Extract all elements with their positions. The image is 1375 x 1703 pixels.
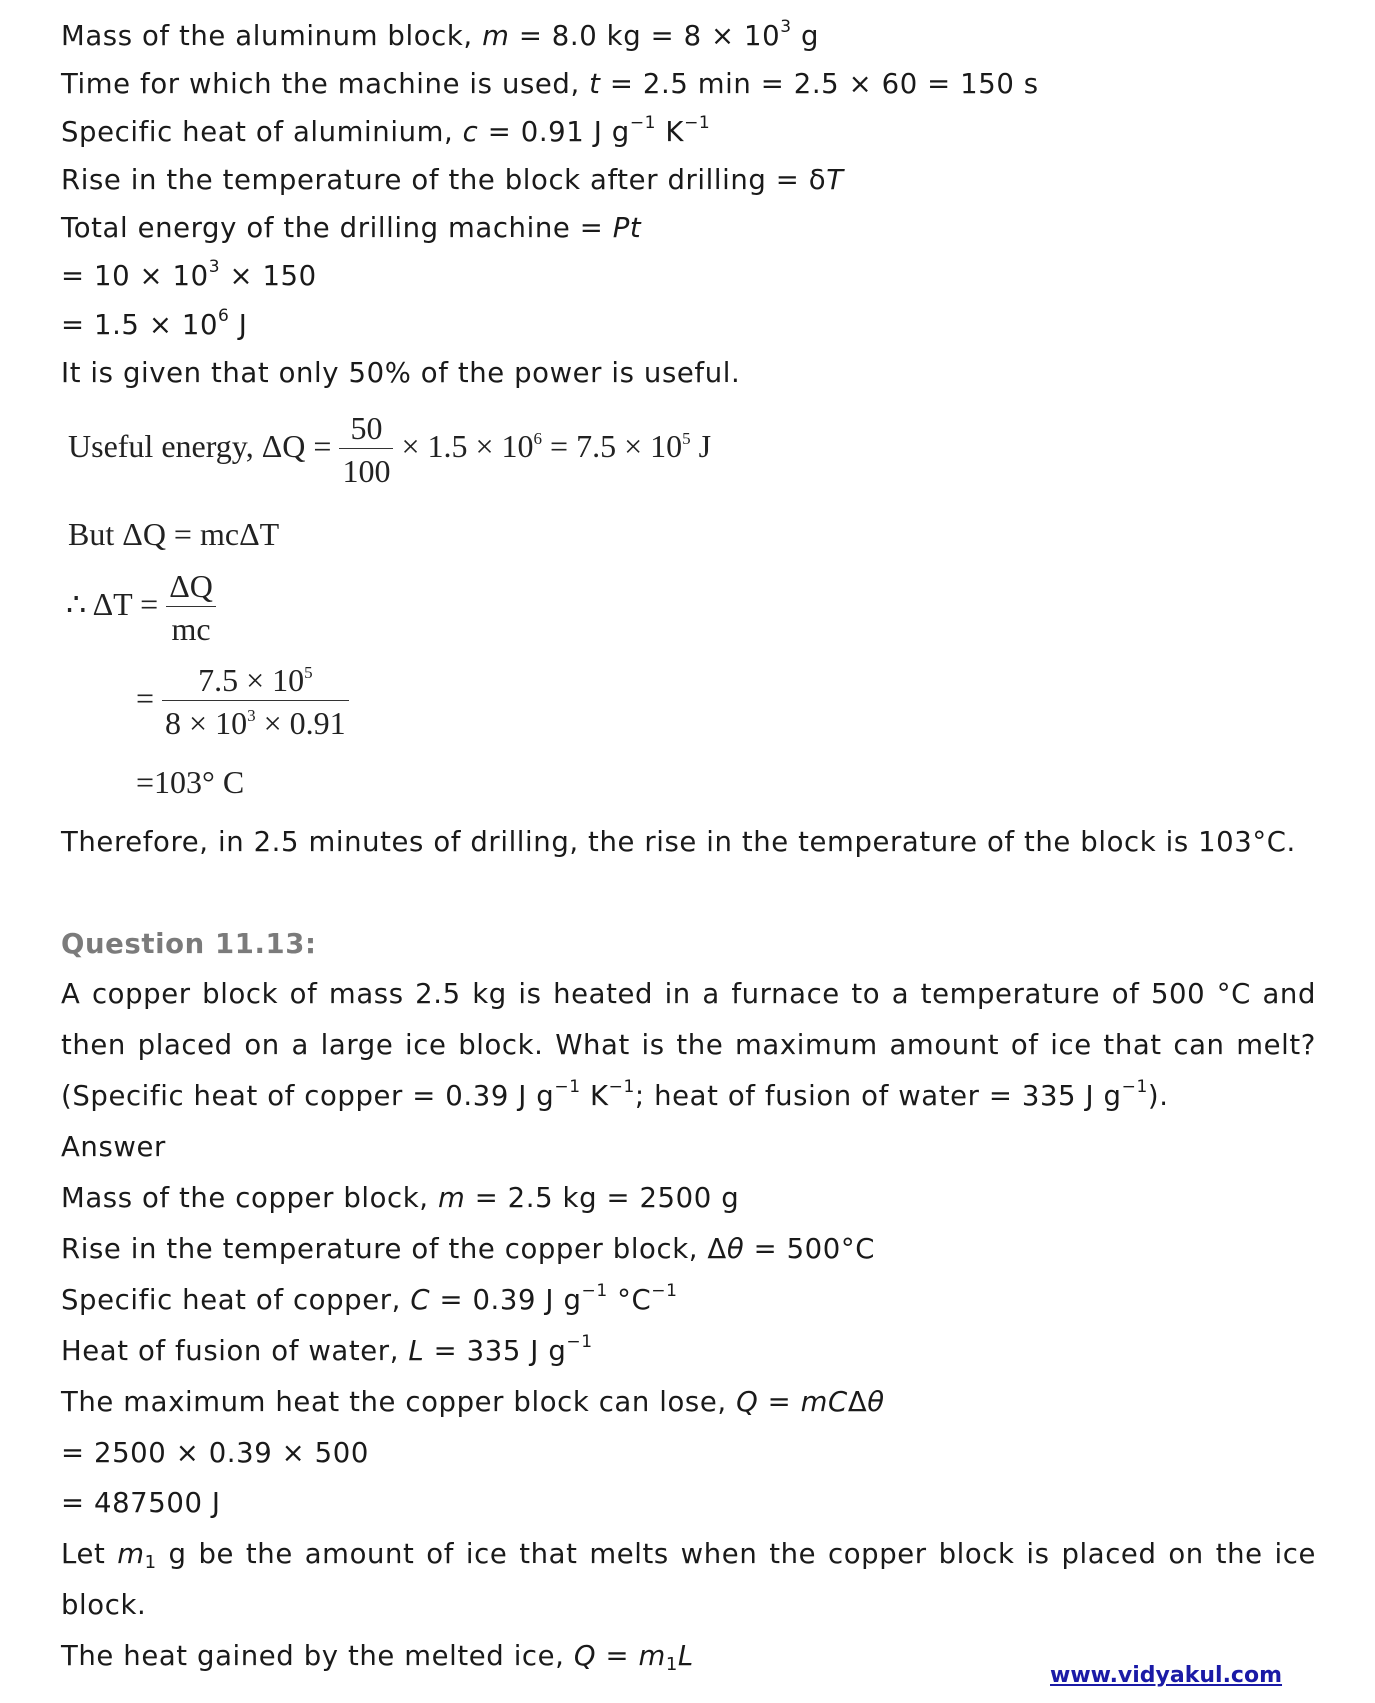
question-heading: Question 11.13:: [61, 928, 317, 960]
delta-t-fraction: $\frac{\Delta Q}{mc}$: [166, 570, 216, 645]
given-specific-heat-line: Specific heat of aluminium, c = 0.91 J $g^{-1}$ $K^{-1}$: [61, 113, 711, 148]
useful-energy-equation: Useful energy, ΔQ = $\frac{50}{100}$ × $1.5 \times 10^6 = 7.5 \times 10^5$ J: [68, 410, 712, 489]
answer-label: Answer: [61, 1131, 166, 1163]
rise-temperature-line: Rise in the temperature of the block after drilling = δT: [61, 164, 844, 196]
energy-calc-line-2: = $1.5 \times 10^6$ J: [61, 306, 248, 341]
question-line-1: A copper block of mass 2.5 kg is heated in a furnace to a temperature of 500 °C and: [61, 978, 1316, 1010]
useful-power-line: It is given that only 50% of the power is useful.: [61, 357, 741, 389]
question-line-2: then placed on a large ice block. What is the maximum amount of ice that can melt?: [61, 1029, 1316, 1061]
delta-t-equation: ∴ ΔT = $\frac{\Delta Q}{mc}$: [66, 570, 216, 645]
copper-mass-line: Mass of the copper block, m = 2.5 kg = 2500 g: [61, 1182, 740, 1214]
delta-t-calculation: = $\frac{7.5 \times 10^5}{8 \times 10^3 \times 0.91}$: [136, 664, 349, 739]
ice-melt-line: Let $m_1$ g be the amount of ice that melts when the copper block is placed on the ice: [61, 1538, 1316, 1573]
heat-calc-line-2: = 487500 J: [61, 1487, 221, 1519]
ice-melt-line-cont: block.: [61, 1589, 147, 1621]
heat-calc-line-1: = 2500 × 0.39 × 500: [61, 1437, 369, 1469]
given-time-line: Time for which the machine is used, t = 2.5 min = 2.5 × 60 = 150 s: [61, 68, 1039, 100]
conclusion-line: Therefore, in 2.5 minutes of drilling, the rise in the temperature of the block is 103°C.: [61, 826, 1296, 858]
heat-gained-line: The heat gained by the melted ice, $Q = m_1L$: [61, 1640, 694, 1675]
copper-rise-line: Rise in the temperature of the copper block, Δθ = 500°C: [61, 1233, 876, 1265]
energy-calc-line-1: = $10 \times 10^3 \times 150$: [61, 257, 317, 292]
copper-specific-heat-line: Specific heat of copper, C = 0.39 J $g^{-1}$ $^\circ C^{-1}$: [61, 1281, 678, 1316]
delta-t-result: =103° C: [136, 764, 245, 800]
heat-fusion-line: Heat of fusion of water, L = 335 J $g^{-1}$: [61, 1332, 593, 1367]
footer-website-link[interactable]: www.vidyakul.com: [1050, 1663, 1283, 1688]
total-energy-line: Total energy of the drilling machine = Pt: [61, 212, 642, 244]
but-equation: But ΔQ = mcΔT: [68, 516, 280, 552]
question-line-3: (Specific heat of copper = 0.39 J $g^{-1}$ $K^{-1}$; heat of fusion of water = 335 J $g^{-1}$).: [61, 1077, 1169, 1112]
max-heat-line: The maximum heat the copper block can lose, Q = mCΔθ: [61, 1386, 885, 1418]
calculation-fraction: $\frac{7.5 \times 10^5}{8 \times 10^3 \times 0.91}$: [162, 664, 349, 739]
useful-fraction: $\frac{50}{100}$: [339, 412, 393, 487]
given-mass-line: Mass of the aluminum block, m = 8.0 kg = $8 \times 10^3$ g: [61, 17, 820, 52]
